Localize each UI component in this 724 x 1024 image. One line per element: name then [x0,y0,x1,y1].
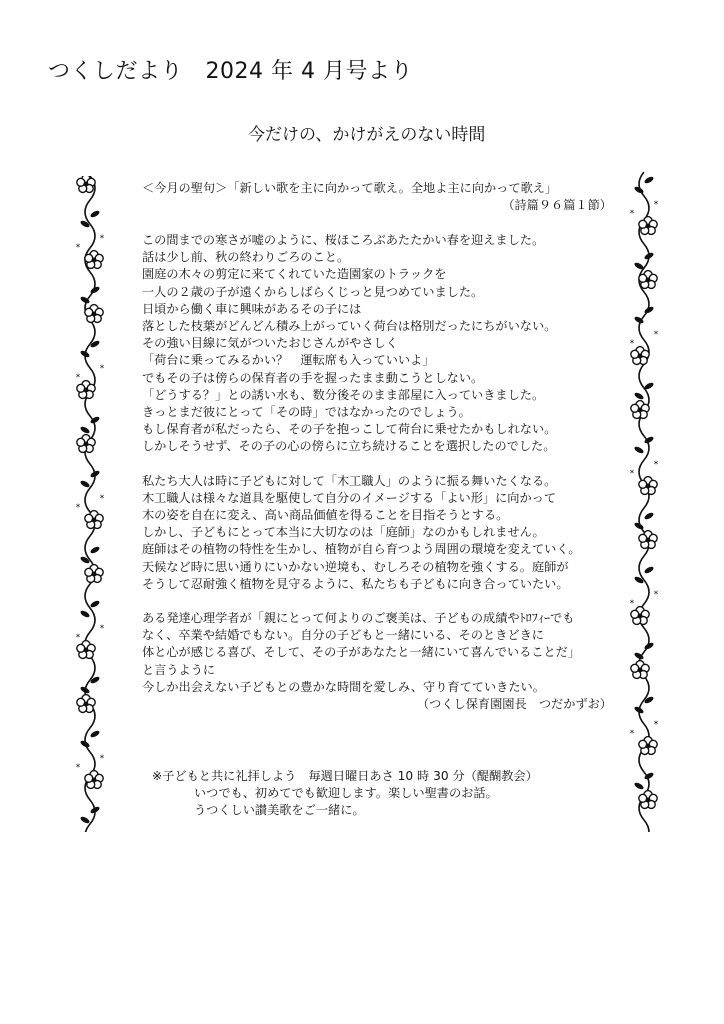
star-icon: * [629,599,635,609]
star-icon: * [629,339,635,349]
leaf-icon [89,675,100,684]
text-line: 落とした枝葉がどんどん積み上がっていく荷台は格別だったにちがいない。 [142,319,557,334]
newsletter-title: つくしだより 2024 年 4 月号より [48,59,413,84]
text-line: でもその子は傍らの保育者の手を握ったまま動こうとしない。 [142,370,484,385]
flower-icon [631,401,649,419]
flower-icon [639,531,657,549]
star-icon: * [653,460,659,470]
star-icon: * [653,330,659,340]
text-line: きっとまだ彼にとって「その時」ではなかったのでしょう。 [142,405,471,420]
text-line: 体と心が感じる喜び、そして、その子があなたと一緒にいて喜んでいることだ」 [142,645,581,660]
flower-icon [85,565,103,583]
flower-icon [85,511,103,529]
text-line: 日頃から働く車に興味があるその子には [142,301,362,316]
leaf-icon [79,219,90,228]
star-icon: * [75,373,81,383]
text-line: そうして忍耐強く植物を見守るように、私たちも子どもに向き合っていたい。 [142,576,569,591]
notice-line: ※子どもと共に礼拝しよう 毎週日曜日あさ 10 時 30 分（醍醐教会） [152,769,538,783]
flower-icon [631,661,649,679]
text-line: 園庭の木々の剪定に来てくれていた造園家のトラックを [142,267,447,282]
paragraph-3 [142,610,612,713]
star-icon: * [99,624,105,634]
text-line: ある発達心理学者が「親にとって何よりのご褒美は、子どもの成績やﾄﾛﾌｨｰでも [142,611,575,626]
text-line: 私たち大人は時に子どもに対して「木工職人」のように振る舞いたくなる。 [142,473,557,488]
star-icon: * [75,633,81,643]
text-line: この間までの寒さが嘘のように、桜ほころぶあたたかい春を迎えました。 [142,233,545,247]
star-icon: * [653,200,659,210]
article-subtitle: 今だけの、かけがえのない時間 [248,125,486,145]
text-line: その強い目線に気がついたおじさんがやさしく [142,336,398,351]
leaf-icon [79,425,90,434]
star-icon: * [75,243,81,253]
star-icon: * [653,720,659,730]
star-icon: * [653,590,659,600]
flower-icon [85,771,103,789]
leaf-icon [79,815,90,824]
flower-icon [639,791,657,809]
text-line: もし保育者が私だったら、その子を抱っこして荷台に乗せたかもしれない。 [142,422,557,437]
paragraph-2 [142,473,612,593]
leaf-icon [89,599,100,608]
flower-vine-border-icon [616,172,672,832]
star-icon: * [75,503,81,513]
star-icon: * [99,234,105,244]
signature: （つくし保育園園長 つだかずお） [417,697,612,712]
verse-text: ＜今月の聖句＞「新しい歌を主に向かって歌え。全地よ主に向かって歌え」 [142,181,558,195]
leaf-icon [79,555,90,564]
leaf-icon [89,339,100,348]
star-icon: * [99,494,105,504]
text-line: なく、卒業や結婚でもない。自分の子どもと一緒にいる、そのときどきに [142,628,544,643]
leaf-icon [643,511,654,520]
monthly-verse [142,180,612,232]
flower-icon [77,695,95,713]
leaf-icon [633,445,644,454]
text-line: しかしそうせず、その子の心の傍らに立ち続けることを選択したのでした。 [142,439,556,454]
worship-notice [152,768,622,820]
text-line: 今しか出会えない子どもとの豊かな時間を愛しみ、守り育てていきたい。 [142,679,545,694]
leaf-icon [89,729,100,738]
leaf-icon [89,545,100,554]
text-line: と言うように [142,662,216,677]
text-line: 木の姿を自在に変え、高い商品価値を得ることを目指そうとする。 [142,508,509,523]
notice-line: いつでも、初めてでも歓迎します。楽しい聖書のお話。 [194,786,498,801]
flower-icon [85,305,103,323]
star-icon: * [629,469,635,479]
flower-vine-border-icon [62,176,118,832]
star-icon: * [75,763,81,773]
flower-icon [631,607,649,625]
leaf-icon [643,565,654,574]
verse-reference: （詩篇９６篇１節） [502,198,612,213]
star-icon: * [629,209,635,219]
text-line: 「荷台に乗ってみるかい？ 運転席も入っていいよ」 [142,353,435,368]
leaf-icon [89,209,100,218]
leaf-icon [633,391,644,400]
flower-icon [639,737,657,755]
leaf-icon [643,175,654,184]
leaf-icon [633,575,644,584]
flower-icon [639,271,657,289]
flower-icon [85,251,103,269]
leaf-icon [79,479,90,488]
article-body [142,180,612,713]
text-line: 木工職人は様々な道具を駆使して自分のイメージする「よい形」に向かって [142,490,557,505]
star-icon: * [99,754,105,764]
text-line: 一人の２歳の子が遠くからしばらくじっと見つめていました。 [142,284,484,299]
text-line: 天候など時に思い通りにいかない逆境も、むしろその植物を強くする。庭師が [142,559,569,574]
flower-icon [631,347,649,365]
leaf-icon [643,695,654,704]
star-icon: * [629,729,635,739]
star-icon: * [99,364,105,374]
leaf-icon [79,609,90,618]
flower-icon [77,176,95,192]
flower-icon [639,217,657,235]
notice-line: うつくしい讃美歌をご一緒に。 [194,803,365,818]
text-line: 話は少し前、秋の終わりごろのこと。 [142,250,350,265]
text-line: しかし、子どもにとって本当に大切なのは「庭師」なのかもしれません。 [142,525,545,540]
flower-icon [77,381,95,399]
flower-icon [77,641,95,659]
leaf-icon [633,781,644,790]
text-line: 「どうする？」との誘い水も、数分後そのまま部屋に入っていきました。 [142,387,545,402]
text-line: 庭師はその植物の特性を生かし、植物が自ら育つよう周囲の環境を変えていく。 [142,542,581,557]
paragraph-1 [142,232,612,456]
